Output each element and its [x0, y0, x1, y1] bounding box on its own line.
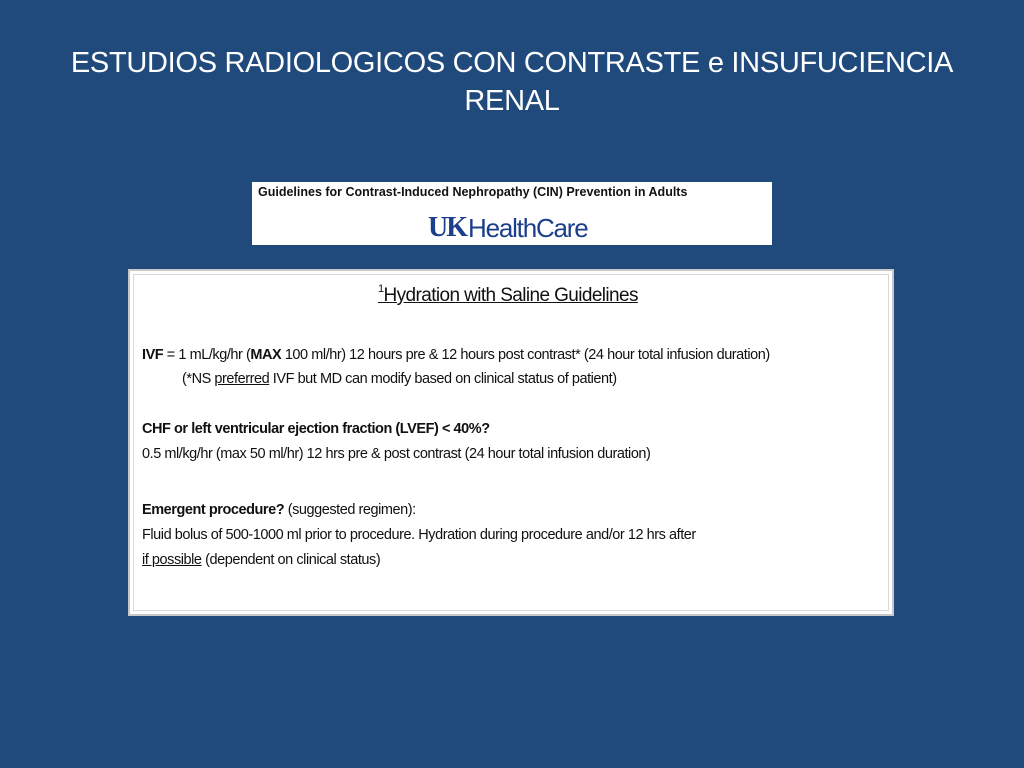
ukhealthcare-logo — [428, 212, 588, 242]
ivf-text2: 100 ml/hr) 12 hours pre & 12 hours post contrast* (24 hour total infusion duration) — [281, 347, 770, 363]
emergent-text1: Fluid bolus of 500-1000 ml prior to procedure. Hydration during procedure and/or 12 hrs after — [142, 527, 696, 543]
ivf-text1: = 1 mL/kg/hr ( — [163, 347, 251, 363]
ivf-line — [142, 347, 770, 363]
ivf-note-suffix: IVF but MD can modify based on clinical status of patient) — [269, 371, 617, 387]
emergent-heading-note: (suggested regimen): — [284, 502, 416, 518]
ivf-note-line — [182, 371, 617, 387]
hydration-guidelines-panel — [128, 269, 894, 616]
hydration-guidelines-title — [378, 283, 638, 307]
emergent-heading: Emergent procedure? — [142, 502, 285, 518]
ivf-note-prefix: (*NS — [182, 371, 215, 387]
logo-uk-mark: UK — [428, 212, 466, 243]
ivf-label: IVF — [142, 347, 164, 363]
guidelines-header-image — [252, 182, 772, 245]
title-text: Hydration with Saline Guidelines — [383, 285, 638, 306]
chf-text: 0.5 ml/kg/hr (max 50 ml/hr) 12 hrs pre & post contrast (24 hour total infusion duration) — [142, 446, 651, 462]
slide-title-line2: RENAL — [464, 85, 560, 117]
emergent-heading-line — [142, 502, 416, 518]
slide-title-line1: ESTUDIOS RADIOLOGICOS CON CONTRASTE e INSUFUCIENCIA — [70, 47, 954, 79]
emergent-text2-line — [142, 552, 380, 568]
title-footnote-mark: 1 — [378, 283, 384, 295]
emergent-text2: (dependent on clinical status) — [201, 552, 381, 568]
ivf-note-preferred: preferred — [214, 371, 270, 387]
ivf-max: MAX — [250, 347, 282, 363]
emergent-if-possible: if possible — [142, 552, 202, 568]
chf-heading: CHF or left ventricular ejection fraction (LVEF) < 40%? — [142, 421, 490, 437]
guidelines-heading: Guidelines for Contrast-Induced Nephropathy (CIN) Prevention in Adults — [258, 185, 688, 199]
slide-title — [40, 44, 984, 120]
logo-healthcare-text: HealthCare — [468, 213, 588, 243]
